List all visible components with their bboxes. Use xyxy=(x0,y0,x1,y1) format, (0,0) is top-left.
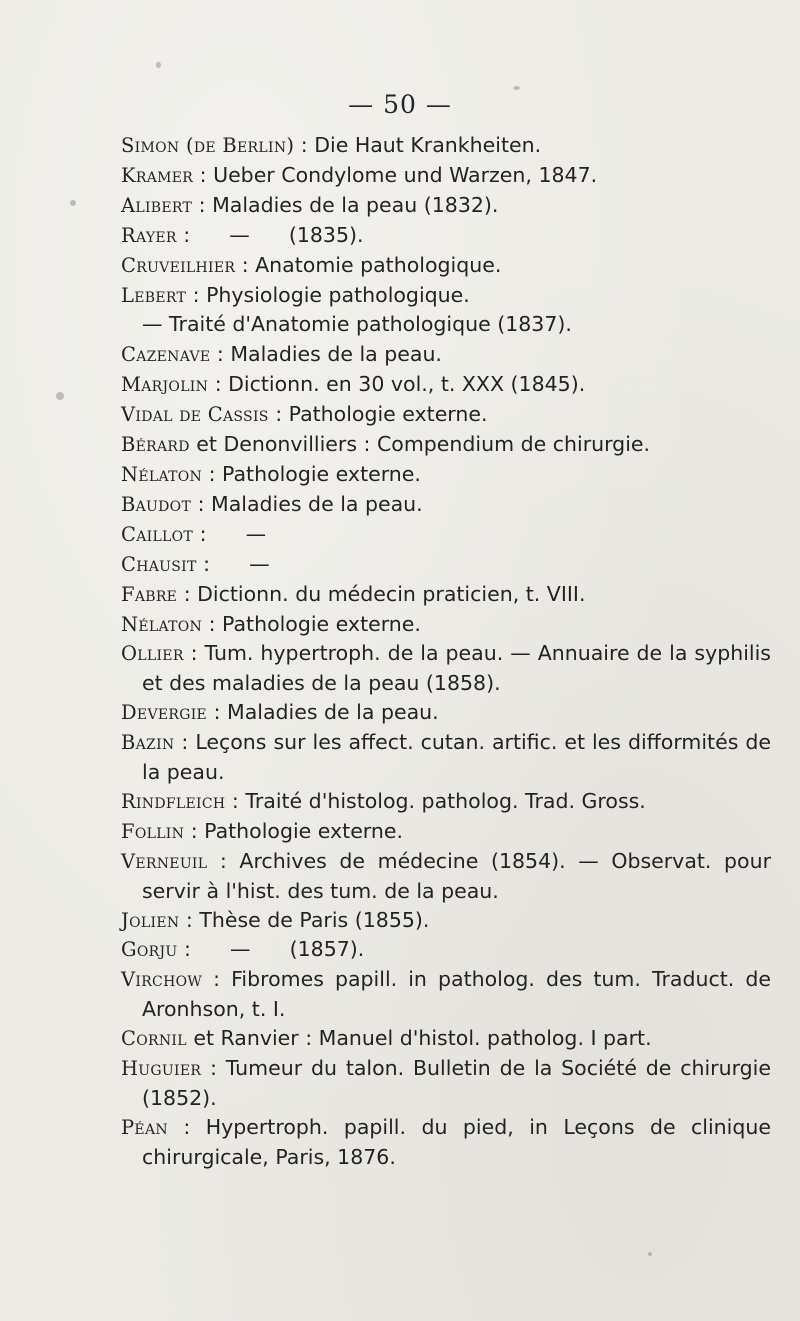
entry-author: Ollier xyxy=(121,642,184,666)
entry-text: — Traité d'Anatomie pathologique (1837). xyxy=(142,312,572,337)
bibliography-entry xyxy=(121,728,771,787)
entry-text: : — xyxy=(193,521,267,546)
entry-text: : — (1857). xyxy=(177,937,365,962)
entry-text: : Pathologie externe. xyxy=(202,611,421,636)
entry-author: Devergie xyxy=(121,701,208,725)
entry-author: Fabre xyxy=(121,582,178,606)
entry-text: : Maladies de la peau. xyxy=(210,342,442,367)
entry-text: : Archives de médecine (1854). — Observat. pour servir à l'hist. des tum. de la peau. xyxy=(142,848,771,903)
entry-text: : Tum. hypertroph. de la peau. — Annuaire de la syphilis et des maladies de la peau (1858). xyxy=(142,641,771,696)
bibliography-entry xyxy=(121,191,771,221)
entry-text: : Maladies de la peau. xyxy=(191,491,423,516)
entry-text: : — (1835). xyxy=(176,222,364,247)
bibliography-entry xyxy=(121,400,771,430)
entry-author: Jolien xyxy=(121,908,180,932)
entry-author: Péan xyxy=(121,1115,168,1139)
entry-text: : Maladies de la peau (1832). xyxy=(192,192,499,217)
entry-text: : Dictionn. en 30 vol., t. XXX (1845). xyxy=(208,372,586,397)
bibliography-entry xyxy=(121,580,771,610)
entry-author: Nélaton xyxy=(121,612,203,636)
entry-author: Bérard xyxy=(121,433,190,457)
entry-text: : Maladies de la peau. xyxy=(207,700,439,725)
entry-author: Rindfleich xyxy=(121,789,226,813)
bibliography-entry xyxy=(121,430,771,460)
entry-author: Simon (de Berlin) xyxy=(121,134,295,157)
bibliography-entry xyxy=(121,1054,771,1113)
entry-text: : Dictionn. du médecin praticien, t. VIII. xyxy=(177,581,586,606)
bibliography-entry xyxy=(121,787,771,817)
bibliography-list xyxy=(121,131,771,1172)
entry-author: Marjolin xyxy=(121,373,209,397)
entry-author: Verneuil xyxy=(121,849,208,873)
entry-text: et Ranvier : Manuel d'histol. patholog. I part. xyxy=(186,1026,652,1051)
entry-author: Vidal de Cassis xyxy=(121,403,269,427)
paper-speck xyxy=(156,62,161,68)
bibliography-entry xyxy=(121,460,771,490)
entry-author: Follin xyxy=(121,819,185,843)
entry-author: Gorju xyxy=(121,938,178,962)
bibliography-entry xyxy=(121,490,771,520)
entry-author: Chausit xyxy=(121,552,197,576)
entry-author: Huguier xyxy=(121,1057,202,1081)
bibliography-entry xyxy=(121,370,771,400)
paper-speck xyxy=(70,200,76,206)
entry-author: Baudot xyxy=(121,492,192,516)
entry-author: Cornil xyxy=(121,1027,187,1051)
entry-text: : Fibromes papill. in patholog. des tum. Traduct. de Aronhson, t. I. xyxy=(142,967,771,1022)
bibliography-entry xyxy=(121,817,771,847)
bibliography-entry xyxy=(121,310,771,340)
bibliography-entry xyxy=(121,131,771,161)
bibliography-entry xyxy=(121,161,771,191)
entry-author: Cruveilhier xyxy=(121,253,236,277)
entry-text: : Pathologie externe. xyxy=(184,818,404,843)
page-number: — 50 — xyxy=(348,90,452,119)
bibliography-entry xyxy=(121,698,771,728)
entry-text: : Leçons sur les affect. cutan. artific. et les difformités de la peau. xyxy=(142,730,771,785)
bibliography-entry xyxy=(121,251,771,281)
entry-text: : — xyxy=(196,551,270,576)
bibliography-entry xyxy=(121,610,771,640)
entry-author: Cazenave xyxy=(121,343,211,367)
paper-speck xyxy=(56,392,64,400)
bibliography-entry xyxy=(121,520,771,550)
bibliography-entry xyxy=(121,1024,771,1054)
bibliography-entry xyxy=(121,906,771,936)
entry-text: : Hypertroph. papill. du pied, in Leçons de clinique chirurgicale, Paris, 1876. xyxy=(142,1114,771,1169)
bibliography-entry xyxy=(121,1113,771,1172)
entry-author: Virchow xyxy=(121,968,203,992)
entry-author: Alibert xyxy=(121,193,193,217)
entry-text: : Traité d'histolog. patholog. Trad. Gross. xyxy=(225,788,646,813)
entry-author: Nélaton xyxy=(121,462,203,486)
entry-text: : Thèse de Paris (1855). xyxy=(179,907,430,932)
entry-author: Bazin xyxy=(121,731,175,755)
bibliography-entry xyxy=(121,221,771,251)
bibliography-entry xyxy=(121,281,771,311)
entry-author: Kramer xyxy=(121,163,194,187)
entry-text: et Denonvilliers : Compendium de chirurgie. xyxy=(189,432,651,457)
bibliography-entry xyxy=(121,935,771,965)
entry-text: : Tumeur du talon. Bulletin de la Société de chirurgie (1852). xyxy=(142,1056,771,1110)
entry-text: : Pathologie externe. xyxy=(268,402,488,427)
entry-text: : Physiologie pathologique. xyxy=(186,282,470,307)
bibliography-entry xyxy=(121,340,771,370)
bibliography-entry xyxy=(121,639,771,698)
entry-text: : Ueber Condylome und Warzen, 1847. xyxy=(193,162,598,187)
entry-author: Lebert xyxy=(121,283,187,307)
entry-text: : Pathologie externe. xyxy=(202,461,421,486)
entry-text: : Die Haut Krankheiten. xyxy=(294,133,542,157)
paper-speck xyxy=(648,1252,652,1256)
bibliography-entry xyxy=(121,965,771,1024)
entry-author: Rayer xyxy=(121,223,177,247)
bibliography-entry xyxy=(121,847,771,906)
entry-text: : Anatomie pathologique. xyxy=(235,252,502,277)
bibliography-entry xyxy=(121,550,771,580)
entry-author: Caillot xyxy=(121,522,194,546)
